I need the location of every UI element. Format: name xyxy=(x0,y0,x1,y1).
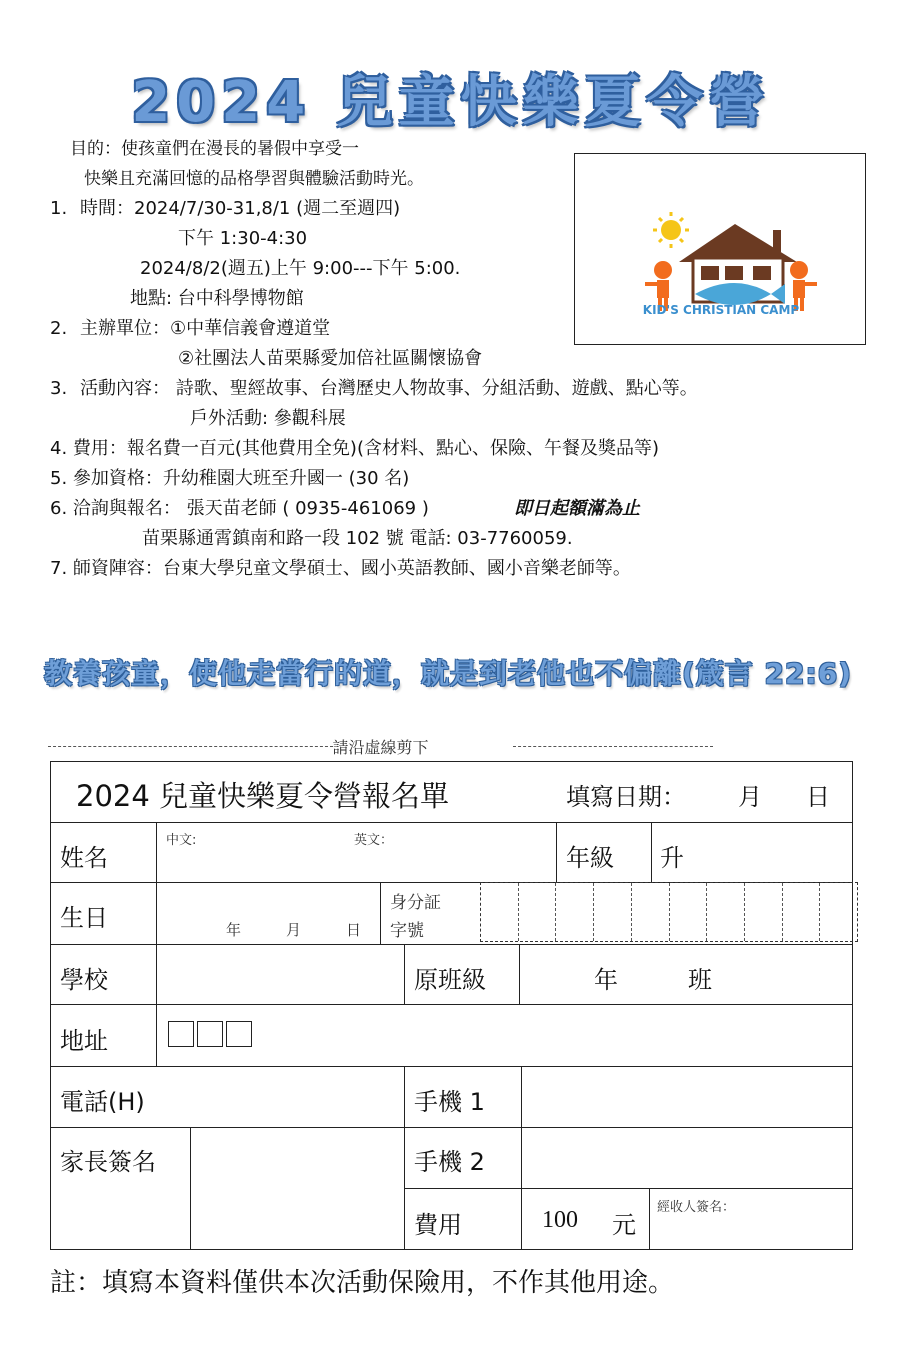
name-label: 姓名 xyxy=(60,844,108,872)
item-7-teachers: 7. 師資陣容：台東大學兒童文學碩士、國小英語教師、國小音樂老師等。 xyxy=(50,558,631,579)
item-1-number: 1. xyxy=(50,198,68,219)
id-label-2: 字號 xyxy=(390,921,424,941)
chinese-name-label: 中文: xyxy=(166,833,197,848)
fill-date-month[interactable]: 月 xyxy=(738,783,762,811)
cut-line xyxy=(48,735,713,758)
birthday-month[interactable]: 月 xyxy=(286,921,302,939)
footer-note: 註：填寫本資料僅供本次活動保險用，不作其他用途。 xyxy=(50,1268,675,1298)
fee-amount: 100 xyxy=(542,1207,578,1233)
item-1-time-day4: 2024/8/2(週五)上午 9:00---下午 5:00. xyxy=(140,258,461,279)
page-title: 2024 兒童快樂夏令營 xyxy=(131,70,771,135)
camp-logo-box xyxy=(574,153,866,345)
class-year-label[interactable]: 年 xyxy=(594,966,618,994)
logo-text: KID'S CHRISTIAN CAMP xyxy=(642,303,800,317)
bible-verse: 教養孩童，使他走當行的道，就是到老他也不偏離(箴言 22:6) xyxy=(44,657,852,690)
id-label-1: 身分証 xyxy=(390,893,441,913)
purpose-line-1: 目的：使孩童們在漫長的暑假中享受一 xyxy=(70,139,359,159)
fill-date-day[interactable]: 日 xyxy=(806,783,830,811)
id-number-boxes[interactable] xyxy=(480,882,858,942)
address-label: 地址 xyxy=(60,1027,108,1055)
zip-box-1[interactable] xyxy=(168,1021,194,1047)
item-5-eligibility: 5. 參加資格：升幼稚園大班至升國一 (30 名) xyxy=(50,468,410,489)
item-6-address: 苗栗縣通霄鎮南和路一段 102 號 電話: 03-7760059. xyxy=(142,528,573,549)
fee-label: 費用 xyxy=(414,1211,462,1239)
class-class-label[interactable]: 班 xyxy=(688,966,712,994)
grade-value[interactable]: 升 xyxy=(660,844,684,872)
item-2-organizer: 主辦單位：①中華信義會遵道堂 xyxy=(80,318,331,339)
home-phone-label: 電話(H) xyxy=(60,1088,145,1116)
receiver-signature-label: 經收人簽名： xyxy=(657,1200,736,1215)
sun-icon xyxy=(653,212,689,248)
zip-box-2[interactable] xyxy=(197,1021,223,1047)
item-2-organizer-2: ②社團法人苗栗縣愛加倍社區關懷協會 xyxy=(178,348,483,369)
birthday-day[interactable]: 日 xyxy=(346,921,362,939)
fee-unit: 元 xyxy=(612,1211,636,1239)
item-2-number: 2. xyxy=(50,318,68,339)
item-6-deadline: 即日起額滿為止 xyxy=(514,498,640,519)
item-1-time: 時間：2024/7/30-31,8/1 (週二至週四) xyxy=(80,198,401,219)
original-class-label: 原班級 xyxy=(414,966,486,994)
zip-box-3[interactable] xyxy=(226,1021,252,1047)
form-title: 2024 兒童快樂夏令營報名單 xyxy=(76,779,450,813)
birthday-label: 生日 xyxy=(60,904,108,932)
birthday-year[interactable]: 年 xyxy=(226,921,242,939)
camp-logo xyxy=(575,154,867,346)
item-3-number: 3. xyxy=(50,378,68,399)
item-3-activities: 活動內容： 詩歌、聖經故事、台灣歷史人物故事、分組活動、遊戲、點心等。 xyxy=(80,378,698,399)
cut-line-label: 請沿虛線剪下 xyxy=(332,738,429,757)
item-6-contact: 6. 洽詢與報名： 張天苗老師 ( 0935-461069 ) xyxy=(50,498,429,519)
item-4-fee: 4. 費用：報名費一百元(其他費用全免)(含材料、點心、保險、午餐及獎品等) xyxy=(50,438,659,459)
mobile-2-label: 手機 2 xyxy=(414,1148,485,1176)
item-3-outdoor: 戶外活動: 參觀科展 xyxy=(190,408,346,429)
item-1-location: 地點: 台中科學博物館 xyxy=(130,288,304,309)
school-label: 學校 xyxy=(60,966,108,994)
fill-date-label: 填寫日期： xyxy=(566,783,686,811)
purpose-line-2: 快樂且充滿回憶的品格學習與體驗活動時光。 xyxy=(84,169,424,189)
mobile-1-label: 手機 1 xyxy=(414,1088,485,1116)
english-name-label: 英文： xyxy=(354,833,394,848)
item-1-time-afternoon: 下午 1:30-4:30 xyxy=(178,228,308,249)
grade-label: 年級 xyxy=(566,844,614,872)
guardian-signature-label: 家長簽名 xyxy=(60,1148,156,1176)
